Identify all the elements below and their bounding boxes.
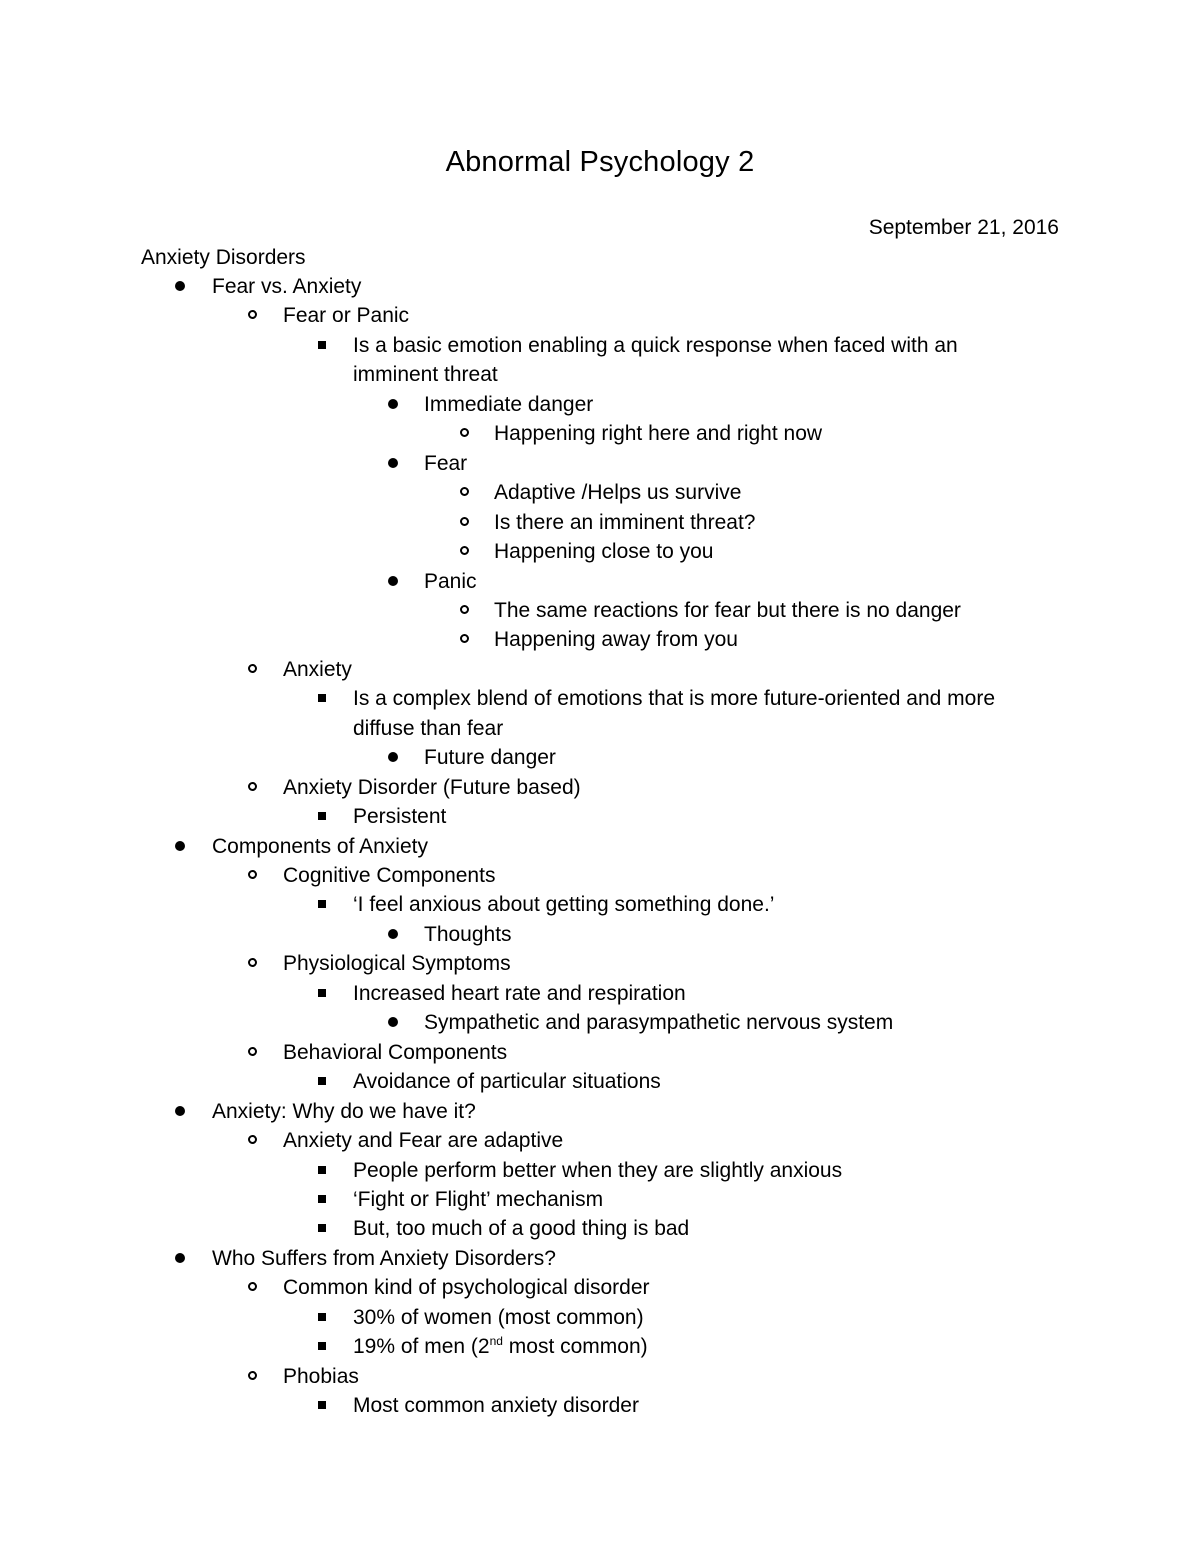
bullet-circle-icon bbox=[460, 605, 469, 614]
bullet-disc-icon bbox=[175, 281, 185, 291]
outline-item-text: Fear or Panic bbox=[283, 304, 410, 328]
outline-item bbox=[283, 861, 495, 891]
outline-item-text-after: most common) bbox=[502, 1335, 648, 1359]
outline-item-text: Who Suffers from Anxiety Disorders? bbox=[212, 1246, 556, 1270]
outline-item-text: Immediate danger bbox=[424, 392, 594, 416]
outline-item-text: 19% of men (2 bbox=[353, 1335, 490, 1359]
document-date: September 21, 2016 bbox=[868, 216, 1059, 239]
outline-item-text: Sympathetic and parasympathetic nervous system bbox=[424, 1011, 894, 1035]
bullet-disc-icon bbox=[175, 1253, 185, 1263]
outline-item bbox=[353, 1332, 648, 1362]
outline-item bbox=[283, 1273, 650, 1303]
outline-item-text: Is there an imminent threat? bbox=[494, 510, 756, 534]
outline-item-text: Cognitive Components bbox=[283, 864, 496, 887]
outline-item-text: Panic bbox=[424, 569, 477, 593]
outline-item bbox=[283, 1126, 563, 1156]
outline-item-text: imminent threat bbox=[353, 363, 498, 387]
outline-item-text: 30% of women (most common) bbox=[353, 1305, 644, 1329]
bullet-circle-icon bbox=[248, 310, 257, 319]
bullet-disc-icon bbox=[388, 399, 398, 409]
bullet-circle-icon bbox=[460, 517, 469, 526]
bullet-square-icon bbox=[318, 1195, 326, 1203]
outline-item-text: Anxiety: Why do we have it? bbox=[212, 1099, 476, 1123]
outline-item-superscript: nd bbox=[489, 1334, 503, 1349]
bullet-circle-icon bbox=[460, 428, 469, 437]
outline-item bbox=[283, 1362, 359, 1392]
bullet-square-icon bbox=[318, 341, 326, 349]
outline-item-text: Physiological Symptoms bbox=[283, 952, 511, 976]
outline-item bbox=[353, 890, 774, 920]
bullet-disc-icon bbox=[388, 752, 398, 762]
bullet-disc-icon bbox=[175, 841, 185, 851]
bullet-circle-icon bbox=[248, 782, 257, 791]
outline-item-text: ‘I feel anxious about getting something done.’ bbox=[353, 893, 775, 917]
outline-item-text: Is a basic emotion enabling a quick response when faced with an bbox=[353, 333, 958, 357]
bullet-square-icon bbox=[318, 900, 326, 908]
bullet-square-icon bbox=[318, 694, 326, 702]
outline-item-text: But, too much of a good thing is bad bbox=[353, 1217, 690, 1241]
outline-item bbox=[494, 537, 714, 567]
bullet-square-icon bbox=[318, 1401, 326, 1409]
outline-item bbox=[424, 390, 593, 420]
outline-item bbox=[283, 655, 352, 685]
outline-item bbox=[353, 331, 958, 361]
bullet-square-icon bbox=[318, 1313, 326, 1321]
outline-item bbox=[353, 1303, 644, 1333]
bullet-circle-icon bbox=[248, 870, 257, 879]
outline-item bbox=[494, 508, 755, 538]
outline-item-text: Anxiety Disorder (Future based) bbox=[283, 775, 581, 799]
outline-item-text: Happening close to you bbox=[494, 540, 714, 564]
outline-item bbox=[212, 1244, 556, 1274]
bullet-circle-icon bbox=[248, 1047, 257, 1056]
outline-item-text: ‘Fight or Flight’ mechanism bbox=[353, 1187, 604, 1211]
outline-item-text: Increased heart rate and respiration bbox=[353, 981, 686, 1005]
outline-item-text: diffuse than fear bbox=[353, 716, 504, 740]
outline-item bbox=[283, 301, 409, 331]
outline-item bbox=[353, 979, 686, 1009]
outline-item bbox=[283, 949, 511, 979]
outline-item bbox=[424, 449, 467, 479]
outline-item-text: Phobias bbox=[283, 1364, 359, 1388]
bullet-circle-icon bbox=[460, 546, 469, 555]
bullet-circle-icon bbox=[248, 664, 257, 673]
bullet-circle-icon bbox=[248, 1371, 257, 1380]
outline-item-text: Future danger bbox=[424, 746, 556, 770]
outline-item bbox=[424, 1008, 893, 1038]
bullet-disc-icon bbox=[388, 576, 398, 586]
outline-item bbox=[494, 419, 822, 449]
outline-item-text: Common kind of psychological disorder bbox=[283, 1276, 650, 1300]
outline-item bbox=[353, 1156, 842, 1186]
outline-item bbox=[283, 1038, 507, 1068]
outline-item-text: Fear vs. Anxiety bbox=[212, 275, 362, 298]
outline-item bbox=[212, 1097, 476, 1127]
outline-item bbox=[353, 1067, 661, 1097]
section-heading: Anxiety Disorders bbox=[141, 246, 306, 269]
outline-item bbox=[424, 743, 556, 773]
outline-item-text: Anxiety and Fear are adaptive bbox=[283, 1129, 564, 1153]
outline-item-text: Avoidance of particular situations bbox=[353, 1070, 661, 1094]
outline-item bbox=[494, 596, 961, 626]
bullet-disc-icon bbox=[388, 929, 398, 939]
bullet-disc-icon bbox=[388, 458, 398, 468]
outline-item-text: Happening right here and right now bbox=[494, 422, 823, 446]
bullet-disc-icon bbox=[175, 1106, 185, 1116]
bullet-circle-icon bbox=[248, 1282, 257, 1291]
outline-item-text: Thoughts bbox=[424, 922, 512, 946]
outline-item-text: Adaptive /Helps us survive bbox=[494, 481, 742, 505]
outline-item-text: Behavioral Components bbox=[283, 1040, 508, 1064]
outline-item bbox=[424, 920, 512, 950]
outline-item bbox=[353, 1214, 689, 1244]
outline-item bbox=[353, 684, 995, 714]
bullet-square-icon bbox=[318, 1166, 326, 1174]
bullet-square-icon bbox=[318, 989, 326, 997]
outline-item-text: Components of Anxiety bbox=[212, 834, 428, 858]
bullet-disc-icon bbox=[388, 1017, 398, 1027]
outline-item-text: People perform better when they are slightly anxious bbox=[353, 1158, 843, 1182]
outline-item-text: Most common anxiety disorder bbox=[353, 1394, 639, 1418]
outline-item bbox=[494, 478, 741, 508]
outline-item-text: Fear bbox=[424, 451, 468, 475]
bullet-square-icon bbox=[318, 812, 326, 820]
outline-item-text: Is a complex blend of emotions that is more future-oriented and more bbox=[353, 687, 995, 711]
outline-item-text: Happening away from you bbox=[494, 628, 738, 652]
outline-item bbox=[212, 272, 361, 302]
bullet-square-icon bbox=[318, 1224, 326, 1232]
outline-item bbox=[353, 1391, 639, 1421]
outline-item bbox=[353, 1185, 603, 1215]
outline-item-text: The same reactions for fear but there is no danger bbox=[494, 598, 961, 622]
bullet-square-icon bbox=[318, 1342, 326, 1350]
outline-item bbox=[424, 567, 477, 597]
outline-item bbox=[212, 832, 428, 862]
bullet-circle-icon bbox=[248, 958, 257, 967]
outline-item bbox=[494, 625, 738, 655]
bullet-square-icon bbox=[318, 1077, 326, 1085]
outline-item bbox=[283, 773, 581, 803]
bullet-circle-icon bbox=[460, 634, 469, 643]
bullet-circle-icon bbox=[248, 1135, 257, 1144]
bullet-circle-icon bbox=[460, 487, 469, 496]
outline-item bbox=[353, 714, 503, 744]
outline-item-text: Persistent bbox=[353, 805, 447, 829]
outline-item-text: Anxiety bbox=[283, 657, 352, 681]
outline-item bbox=[353, 360, 498, 390]
document-title: Abnormal Psychology 2 bbox=[445, 146, 755, 178]
outline-item bbox=[353, 802, 446, 832]
